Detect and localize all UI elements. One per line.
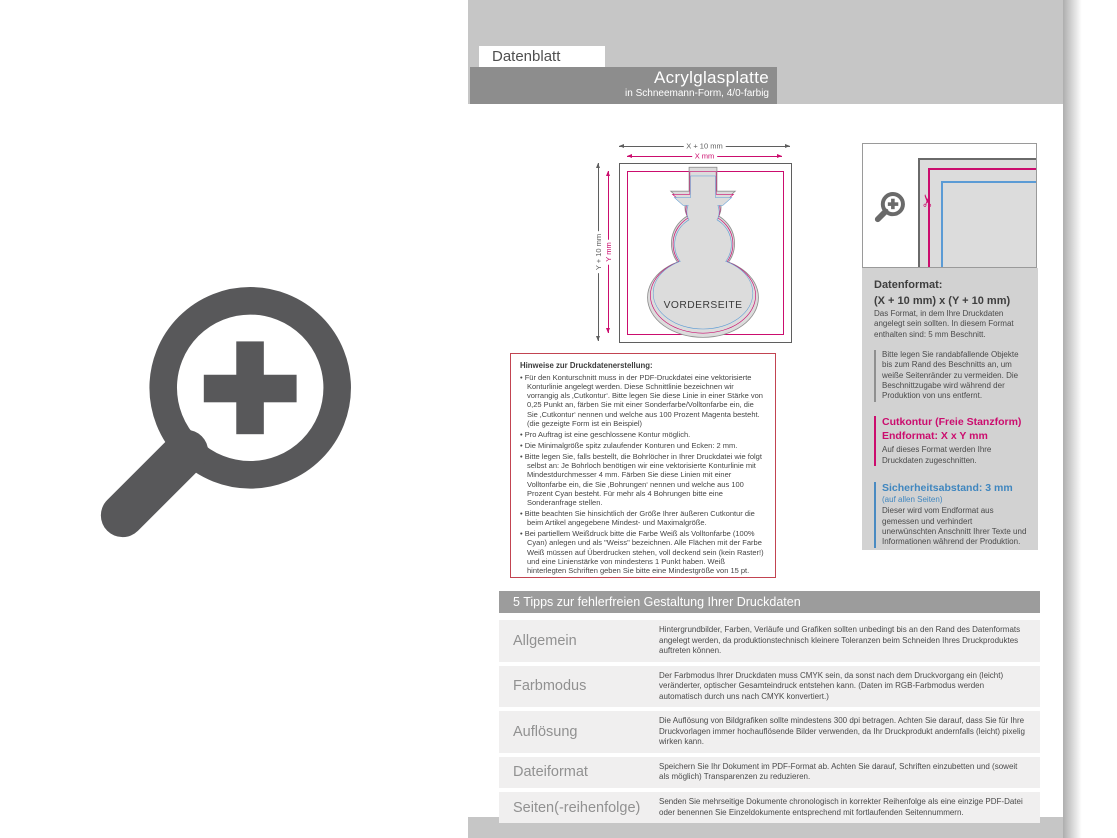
dimension-width-cut-label: X mm bbox=[692, 152, 718, 160]
cut-line-horizontal bbox=[928, 168, 1037, 170]
table-row bbox=[499, 792, 1040, 823]
zoom-in-icon bbox=[872, 189, 908, 225]
tip-text: Speichern Sie Ihr Dokument im PDF-Format ab. Achten Sie darauf, Schriften einzubetten und (soweit als möglich) Transparenzen zu reduzieren. bbox=[659, 761, 1018, 782]
sicherheitsabstand-body: Dieser wird vom Endformat aus gemessen und verhindert unerwünschten Anschnitt Ihrer Texte und Informationen während der Produktion. bbox=[882, 506, 1027, 547]
title-bar bbox=[470, 67, 777, 104]
tip-text: Der Farbmodus Ihrer Druckdaten muss CMYK sein, da sonst nach dem Druckvorgang ein (leicht) veränderter, optischer Gesamteindruck entstehen kann. (Daten im RGB-Farbmodus werden automatisch durch uns nach CMYK konvertiert.) bbox=[659, 670, 1004, 701]
cutkontur-body: Auf dieses Format werden Ihre Druckdaten zugeschnitten. bbox=[882, 445, 992, 465]
table-row bbox=[499, 757, 1040, 788]
note-item: • Bitte beachten Sie hinsichtlich der Größe Ihrer äußeren Cutkontur die beim Artikel angegebene Mindest- und Maximalgröße. bbox=[520, 509, 766, 527]
safety-line-vertical bbox=[941, 181, 943, 268]
tip-label: Allgemein bbox=[513, 632, 577, 649]
safety-line-horizontal bbox=[941, 181, 1037, 183]
tip-label: Dateiformat bbox=[513, 764, 588, 781]
sicherheitsabstand-section bbox=[874, 482, 1027, 548]
tips-rows bbox=[499, 620, 1040, 823]
format-info-panel bbox=[862, 268, 1038, 550]
zoom-in-icon bbox=[82, 266, 372, 556]
datenblatt-tab: Datenblatt bbox=[479, 46, 605, 67]
corner-zoom-box bbox=[862, 143, 1037, 268]
tip-label: Farbmodus bbox=[513, 678, 587, 695]
note-item: • Bitte legen Sie, falls bestellt, die Bohrlöcher in Ihrer Druckdatei wie folgt selbst an: Je Bohrloch benötigen wir eine vektorisierte Konturlinie mit Mindestdurchmesser 4 mm. Färben Sie diese Linien mit einer Volltonfarbe ein, die Sie ‚Bohrungen‘ nennen und welche aus 100 Prozent Cyan besteht. Für mehr als 4 Bohrungen bitte eine Sonderanfrage stellen. bbox=[520, 452, 766, 507]
note-item: • Die Minimalgröße spitz zulaufender Konturen und Ecken: 2 mm. bbox=[520, 441, 766, 450]
note-item: • Für den Konturschnitt muss in der PDF-Druckdatei eine vektorisierte Konturlinie angelegt werden. Diese Schnittlinie bezeichnen wir vorrangig als ‚Cutkontur‘. Bitte legen Sie diese Linie in einer Stärke von 0,25 Punkt an, färben Sie mit einer Sonderfarbe/Volltonfarbe ein, die Sie ‚Cutkontur‘ nennen und welche aus 100 Prozent Magenta besteht. (die gezeigte Form ist ein Beispiel) bbox=[520, 373, 766, 428]
tip-text: Die Auflösung von Bildgrafiken sollte mindestens 300 dpi betragen. Achten Sie darauf, dass Sie für Ihre Druckvorlagen immer hochauflösende Bilder verwenden, da Ihr Druckprodukt andernfalls (leicht) pixelig wirken kann. bbox=[659, 716, 1025, 747]
cutkontur-heading-line2: Endformat: X x Y mm bbox=[882, 429, 988, 442]
tips-heading: 5 Tipps zur fehlerfreien Gestaltung Ihrer Druckdaten bbox=[499, 591, 1040, 613]
dimension-height-outer-label: Y + 10 mm bbox=[595, 231, 603, 273]
tip-text: Hintergrundbilder, Farben, Verläufe und Grafiken sollten unbedingt bis an den Rand des Datenformats angelegt werden, da produktionstechnisch kleinere Toleranzen beim Schneiden Ihres Druckproduktes auftreten können. bbox=[659, 625, 1021, 656]
page-edge-shadow bbox=[1063, 0, 1085, 838]
cutkontur-section bbox=[874, 416, 1027, 466]
five-tips-section bbox=[499, 591, 1040, 823]
dimension-height-outer bbox=[593, 163, 603, 341]
cut-line-vertical bbox=[928, 168, 930, 268]
notes-list bbox=[520, 373, 766, 575]
datenformat-value: (X + 10 mm) x (Y + 10 mm) bbox=[874, 294, 1011, 307]
snowman-shape-diagram bbox=[628, 165, 778, 339]
page-corner-detail bbox=[918, 158, 1037, 268]
note-item: • Pro Auftrag ist eine geschlossene Kontur möglich. bbox=[520, 430, 766, 439]
dimension-width-cut bbox=[627, 151, 782, 161]
print-data-notes-box bbox=[510, 353, 776, 578]
notes-title: Hinweise zur Druckdatenerstellung: bbox=[520, 361, 653, 370]
datenformat-heading: Datenformat: bbox=[874, 279, 943, 291]
sicherheitsabstand-heading: Sicherheitsabstand: 3 mm bbox=[882, 481, 1013, 494]
page-title: Acrylglasplatte bbox=[653, 68, 769, 87]
table-row bbox=[499, 666, 1040, 708]
dimension-height-cut-label: Y mm bbox=[605, 239, 613, 264]
note-item: • Bei partiellem Weißdruck bitte die Farbe Weiß als Volltonfarbe (100% Cyan) anlegen und als "Weiss" bezeichnen. Alle Flächen mit der Farbe Weiß müssen auf Überdrucken stehen, voll deckend sein (kein Raster!) und eine Linienstärke von mindestens 1 Punkt haben. Weiß hinterlegten Schriften geben Sie bitte eine Mindestgröße von 15 pt. bbox=[520, 529, 766, 575]
dimension-width-outer bbox=[619, 141, 790, 151]
table-row bbox=[499, 711, 1040, 753]
cutkontur-heading-line1: Cutkontur (Freie Stanzform) bbox=[882, 415, 1022, 428]
bleed-note: Bitte legen Sie randabfallende Objekte bis zum Rand des Beschnitts an, um weiße Seitenränder zu vermeiden. Die Beschnittzugabe wird während der Produktion von uns entfernt. bbox=[874, 350, 1027, 402]
sicherheitsabstand-subheading: (auf allen Seiten) bbox=[882, 494, 943, 504]
tip-label: Seiten(-reihenfolge) bbox=[513, 799, 641, 816]
front-side-label: VORDERSEITE bbox=[663, 300, 743, 312]
table-row bbox=[499, 620, 1040, 662]
dimension-height-cut bbox=[603, 171, 613, 333]
page-subtitle: in Schneemann-Form, 4/0-farbig bbox=[625, 88, 769, 99]
dimension-width-outer-label: X + 10 mm bbox=[683, 142, 725, 150]
tip-text: Senden Sie mehrseitige Dokumente chronologisch in korrekter Reihenfolge als eine einzige PDF-Datei oder benennen Sie Einzeldokumente entsprechend mit fortlaufenden Seitennummern. bbox=[659, 797, 1023, 817]
datenformat-body: Das Format, in dem Ihre Druckdaten angelegt sein sollten. In diesem Format enthalten sind: 5 mm Beschnitt. bbox=[874, 308, 1014, 339]
scissors-icon: ✂ bbox=[918, 193, 938, 208]
tip-label: Auflösung bbox=[513, 724, 578, 741]
